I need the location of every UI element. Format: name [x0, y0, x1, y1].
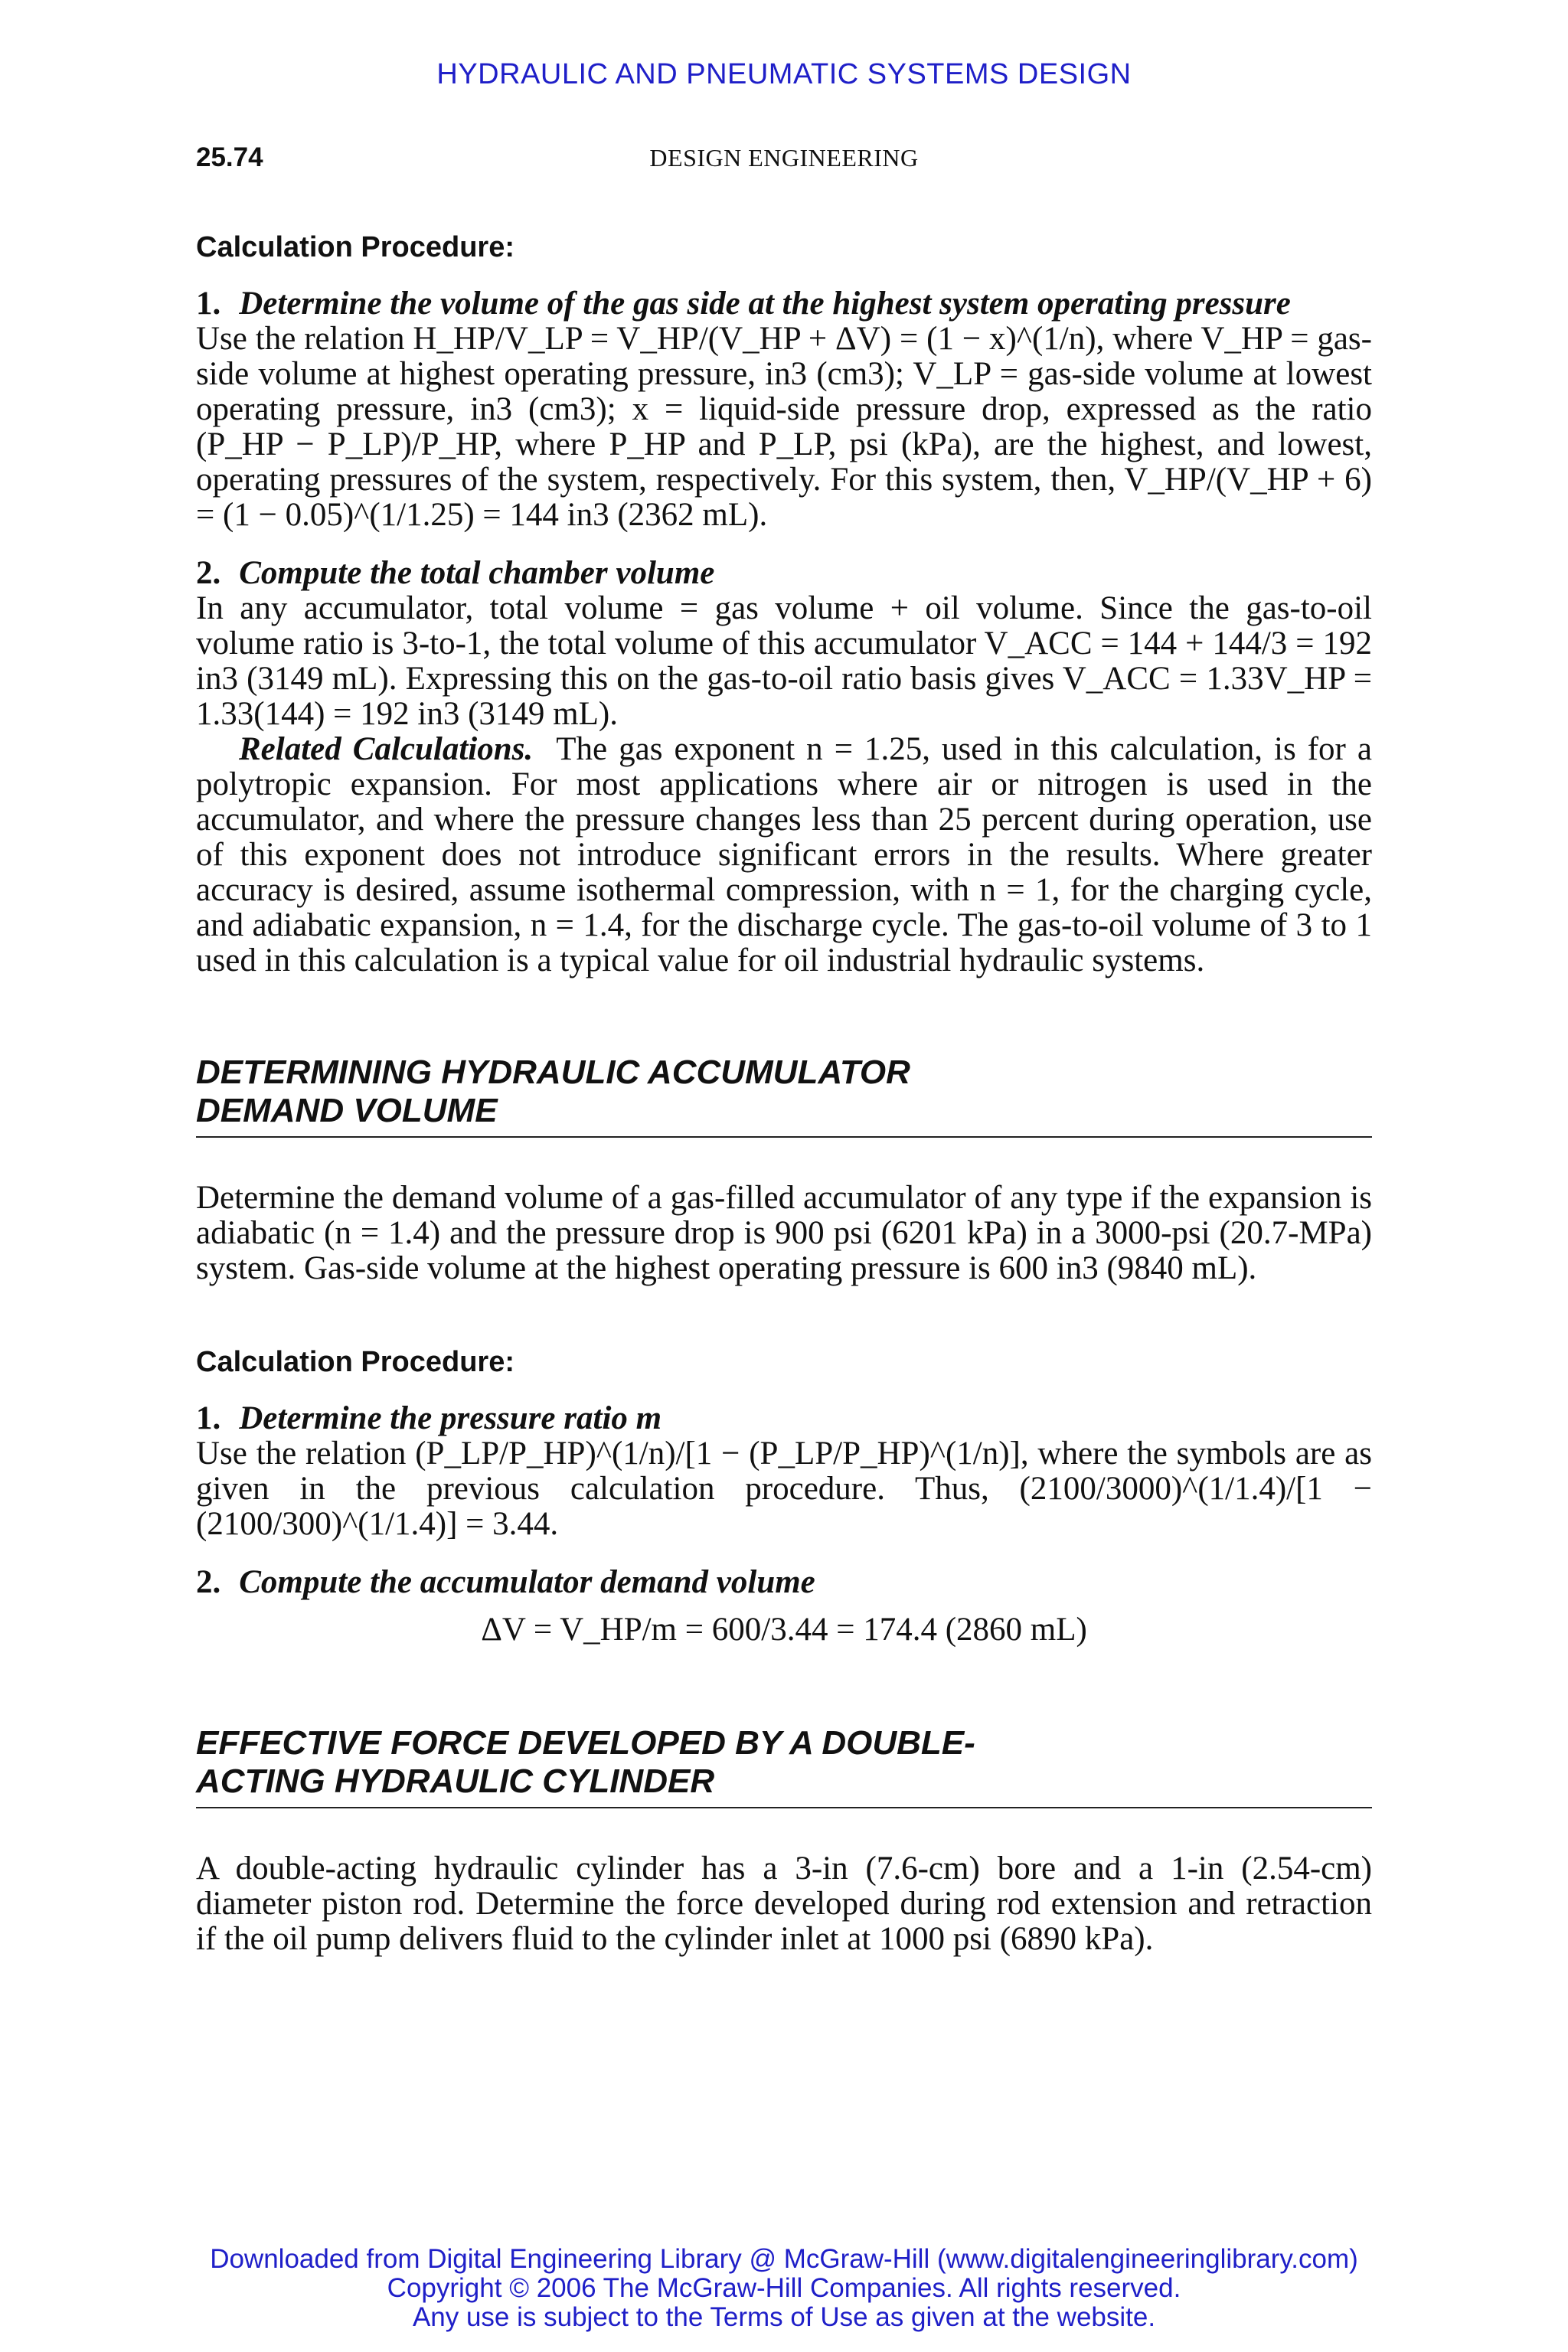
step-title: Compute the total chamber volume: [239, 555, 715, 591]
step-title: Determine the volume of the gas side at the highest system operating pressure: [239, 286, 1291, 322]
problem-statement: Determine the demand volume of a gas-filled accumulator of any type if the expansion is adiabatic (n = 1.4) and the pressure drop is 900 psi (6201 kPa) in a 3000-psi (20.7-MPa) system. Gas-side volume at the highest operating pressure is 600 in3 (9840 mL).: [196, 1180, 1372, 1286]
step-heading: [196, 1565, 1372, 1600]
footer-line: Copyright © 2006 The McGraw-Hill Companies. All rights reserved.: [387, 2273, 1181, 2303]
step-number: 2.: [196, 555, 221, 591]
section-title-line: ACTING HYDRAULIC CYLINDER: [196, 1762, 715, 1800]
section-title-line: EFFECTIVE FORCE DEVELOPED BY A DOUBLE-: [196, 1724, 975, 1762]
equation: ΔV = V_HP/m = 600/3.44 = 174.4 (2860 mL): [481, 1612, 1087, 1648]
step-1: [196, 286, 1372, 533]
step-body: In any accumulator, total volume = gas volume + oil volume. Since the gas-to-oil volume ratio is 3-to-1, the total volume of this accumulator V_ACC = 144 + 144/3 = 192 in3 (3149 mL). Expressing this on the gas-to-oil ratio basis gives V_ACC = 1.33V_HP = 1.33(144) = 192 in3 (3149 mL).: [196, 590, 1372, 732]
running-head: DESIGN ENGINEERING: [649, 144, 919, 172]
problem-statement: A double-acting hydraulic cylinder has a 3-in (7.6-cm) bore and a 1-in (2.54-cm) diameter piston rod. Determine the force developed during rod extension and retraction if the oil pump delivers fluid to the cylinder inlet at 1000 psi (6890 kPa).: [196, 1851, 1372, 1957]
step-heading: [196, 1401, 1372, 1436]
step-heading: [196, 286, 1372, 322]
footer-line[interactable]: Downloaded from Digital Engineering Library @ McGraw-Hill (www.digitalengineeringlibrary.com): [210, 2244, 1358, 2274]
calc-procedure-heading: Calculation Procedure:: [196, 231, 514, 263]
step-title: Determine the pressure ratio m: [239, 1400, 662, 1436]
step-body: Use the relation (P_LP/P_HP)^(1/n)/[1 − (P_LP/P_HP)^(1/n)], where the symbols are as given in the previous calculation procedure. Thus, (2100/3000)^(1/1.4)/[1 − (2100/300)^(1/1.4)] = 3.44.: [196, 1436, 1372, 1542]
section-title-line: DEMAND VOLUME: [196, 1092, 498, 1129]
step-2: [196, 556, 1372, 978]
section-title-line: DETERMINING HYDRAULIC ACCUMULATOR: [196, 1054, 910, 1091]
page-number: 25.74: [196, 142, 263, 172]
book-banner: HYDRAULIC AND PNEUMATIC SYSTEMS DESIGN: [436, 58, 1132, 90]
step-body: Use the relation H_HP/V_LP = V_HP/(V_HP + ΔV) = (1 − x)^(1/n), where V_HP = gas-side volume at highest operating pressure, in3 (cm3); V_LP = gas-side volume at lowest operating pressure, in3 (cm3); x = liquid-side pressure drop, expressed as the ratio (P_HP − P_LP)/P_HP, where P_HP and P_LP, psi (kPa), are the highest, and lowest, operating pressures of the system, respectively. For this system, then, V_HP/(V_HP + 6) = (1 − 0.05)^(1/1.25) = 144 in3 (2362 mL).: [196, 321, 1372, 533]
step-number: 1.: [196, 1400, 221, 1436]
footer-line: Any use is subject to the Terms of Use as given at the website.: [412, 2302, 1156, 2332]
step-number: 1.: [196, 286, 221, 322]
page-body: [196, 230, 1372, 1957]
step-number: 2.: [196, 1564, 221, 1600]
related-calculations-label: Related Calculations.: [239, 731, 534, 767]
related-calculations-body: The gas exponent n = 1.25, used in this calculation, is for a polytropic expansion. For most applications where air or nitrogen is used in the accumulator, and where the pressure changes less than 25 percent during operation, use of this exponent does not introduce significant errors in the results. Where greater accuracy is desired, assume isothermal compression, with n = 1, for the charging cycle, and adiabatic expansion, n = 1.4, for the discharge cycle. The gas-to-oil volume of 3 to 1 used in this calculation is a typical value for oil industrial hydraulic systems.: [196, 731, 1372, 978]
step-heading: [196, 556, 1372, 591]
step-2: [196, 1565, 1372, 1648]
section-title: [196, 1724, 1372, 1808]
section-title: [196, 1054, 1372, 1138]
step-title: Compute the accumulator demand volume: [239, 1564, 815, 1600]
download-footer: [0, 2245, 1568, 2332]
step-1: [196, 1401, 1372, 1542]
calc-procedure-heading: Calculation Procedure:: [196, 1346, 514, 1378]
related-calculations: [196, 732, 1372, 978]
